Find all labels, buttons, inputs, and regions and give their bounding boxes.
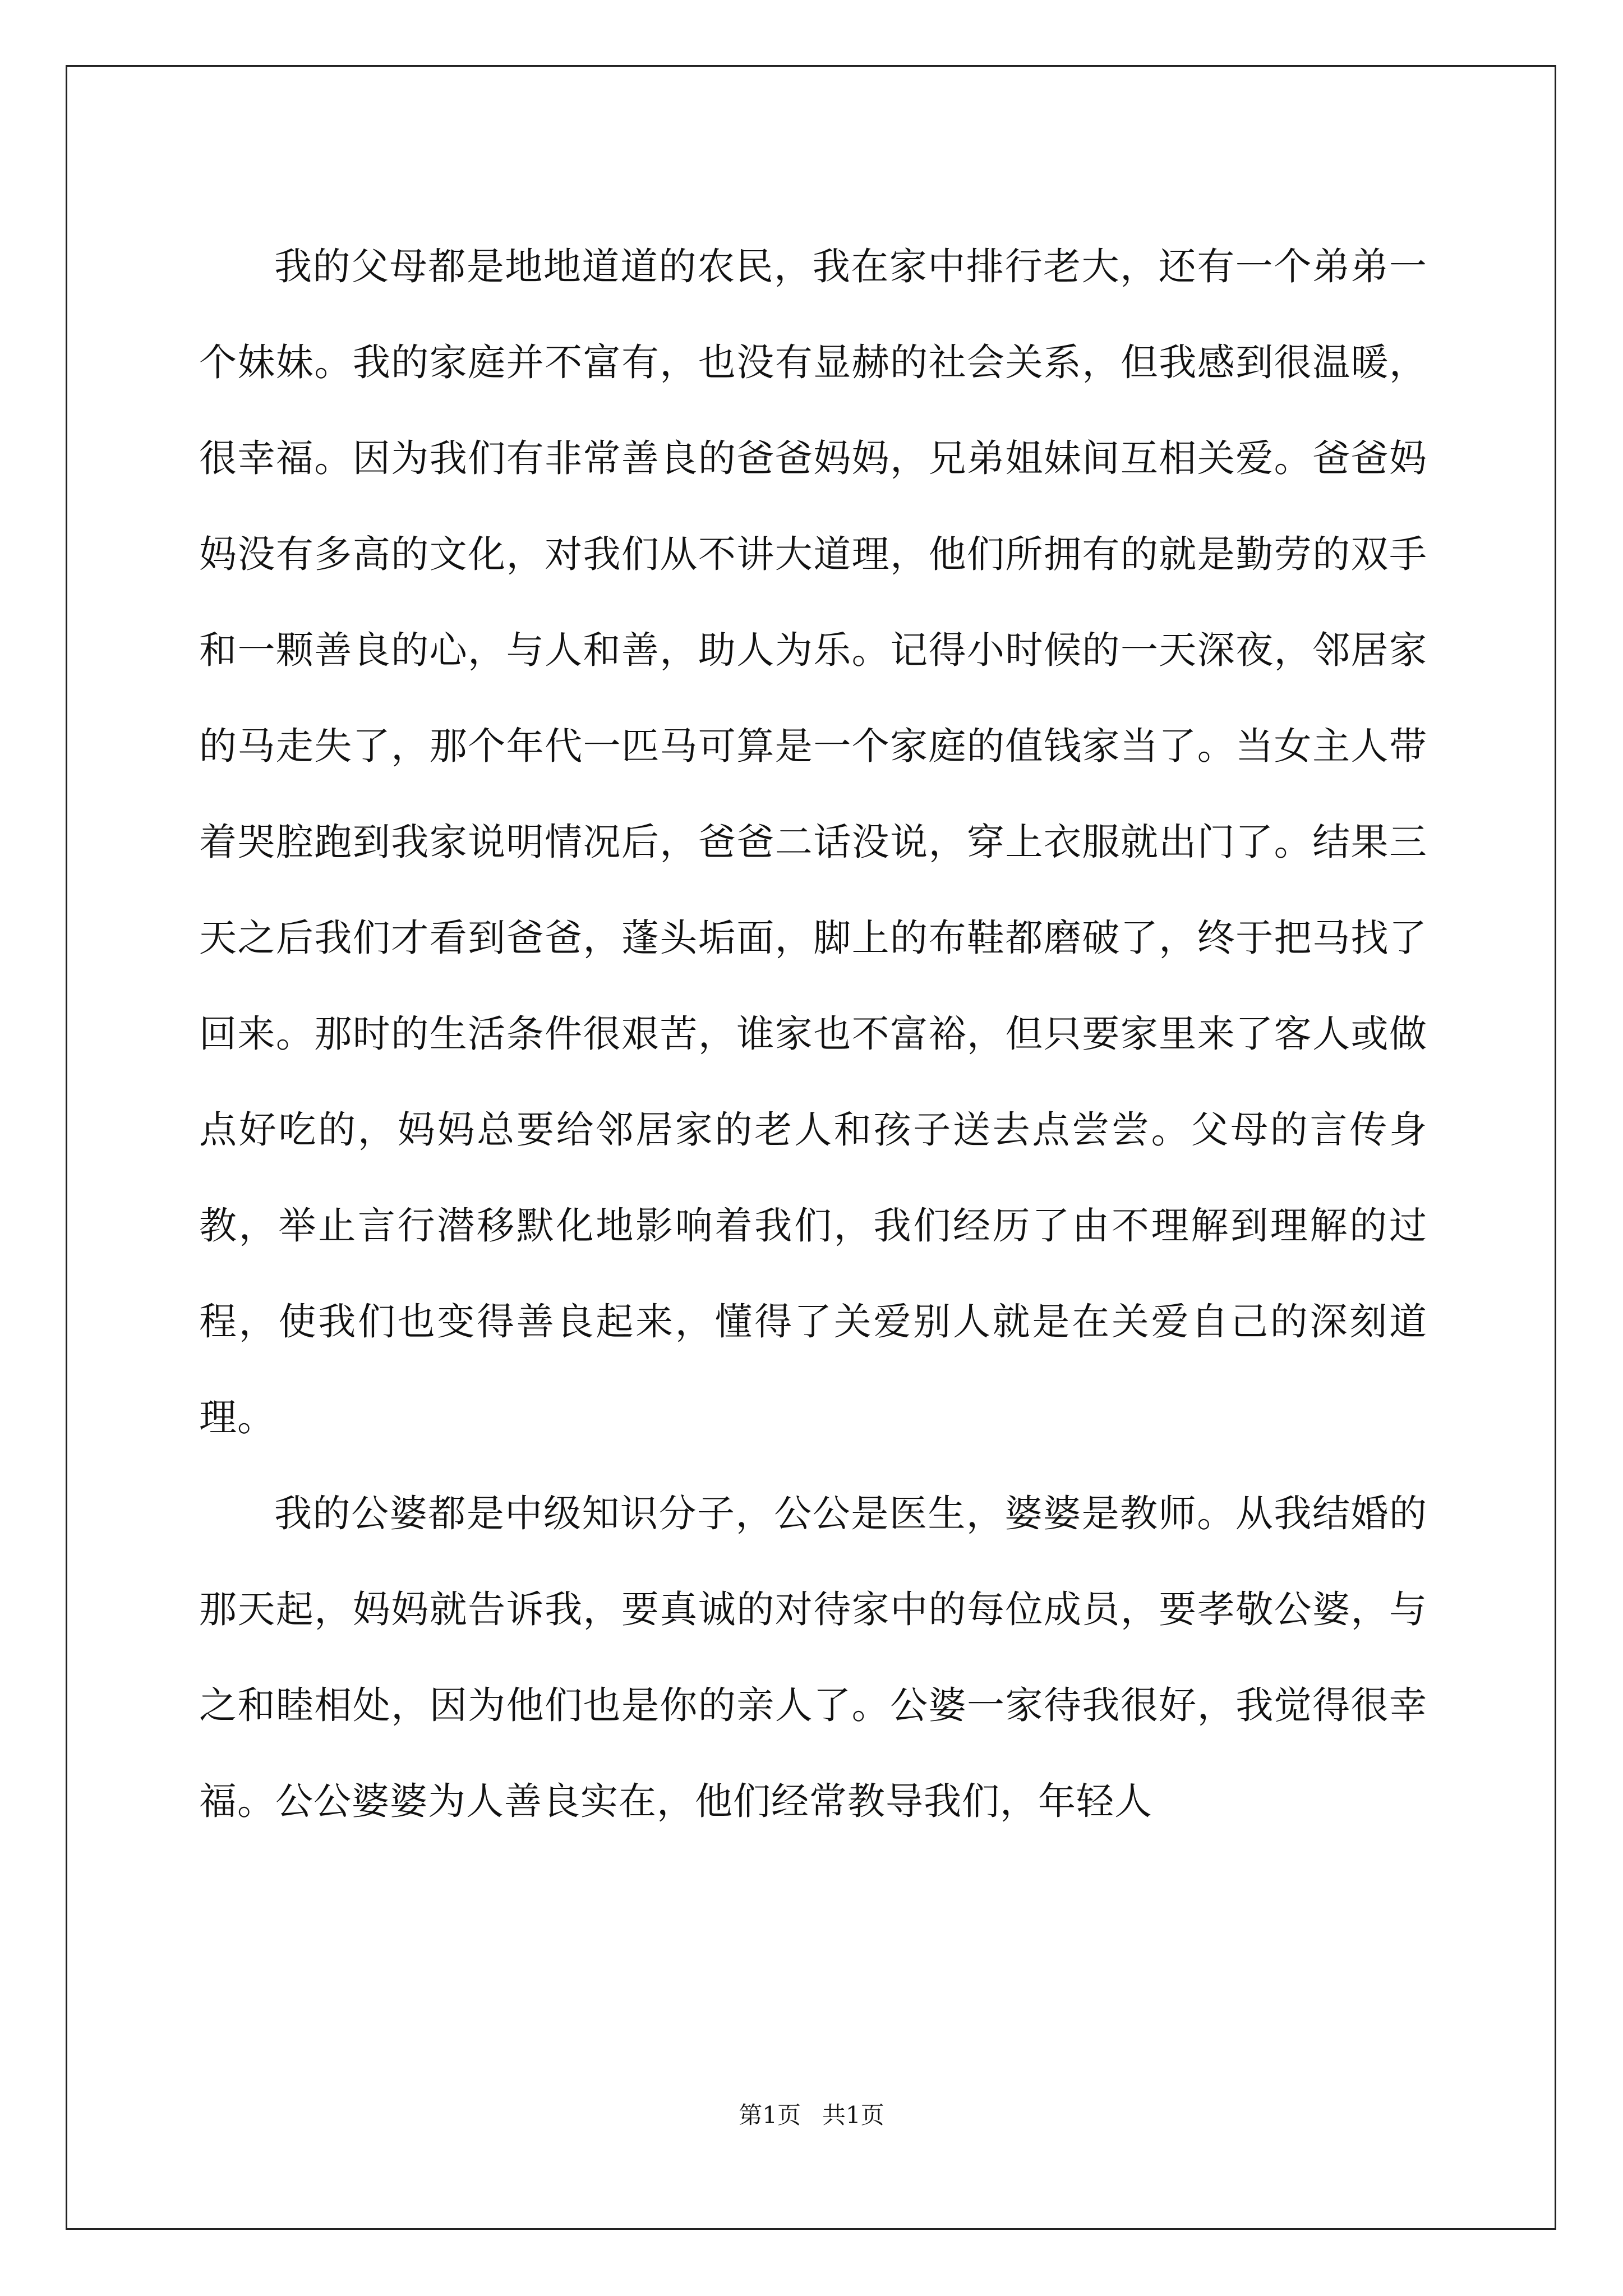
page-footer <box>0 2097 1623 2131</box>
paragraph-1: 我的父母都是地地道道的农民，我在家中排行老大，还有一个弟弟一个妹妹。我的家庭并不富有，也没有显赫的社会关系，但我感到很温暖，很幸福。因为我们有非常善良的爸爸妈妈，兄弟姐妹间互相关爱。爸爸妈妈没有多高的文化，对我们从不讲大道理，他们所拥有的就是勤劳的双手和一颗善良的心，与人和善，助人为乐。记得小时候的一天深夜，邻居家的马走失了，那个年代一匹马可算是一个家庭的值钱家当了。当女主人带着哭腔跑到我家说明情况后，爸爸二话没说，穿上衣服就出门了。结果三天之后我们才看到爸爸，蓬头垢面，脚上的布鞋都磨破了，终于把马找了回来。那时的生活条件很艰苦，谁家也不富裕，但只要家里来了客人或做点好吃的，妈妈总要给邻居家的老人和孩子送去点尝尝。父母的言传身教，举止言行潜移默化地影响着我们，我们经历了由不理解到理解的过程，使我们也变得善良起来，懂得了关爱别人就是在关爱自己的深刻道理。 <box>199 245 1427 1439</box>
page-number: 第1页 <box>739 2101 801 2129</box>
paragraph-2: 我的公婆都是中级知识分子，公公是医生，婆婆是教师。从我结婚的那天起，妈妈就告诉我，要真诚的对待家中的每位成员，要孝敬公婆，与之和睦相处，因为他们也是你的亲人了。公婆一家待我很好，我觉得很幸福。公公婆婆为人善良实在，他们经常教导我们，年轻人 <box>199 1492 1427 1823</box>
page-total: 共1页 <box>822 2101 884 2129</box>
document-body <box>199 219 1427 1849</box>
